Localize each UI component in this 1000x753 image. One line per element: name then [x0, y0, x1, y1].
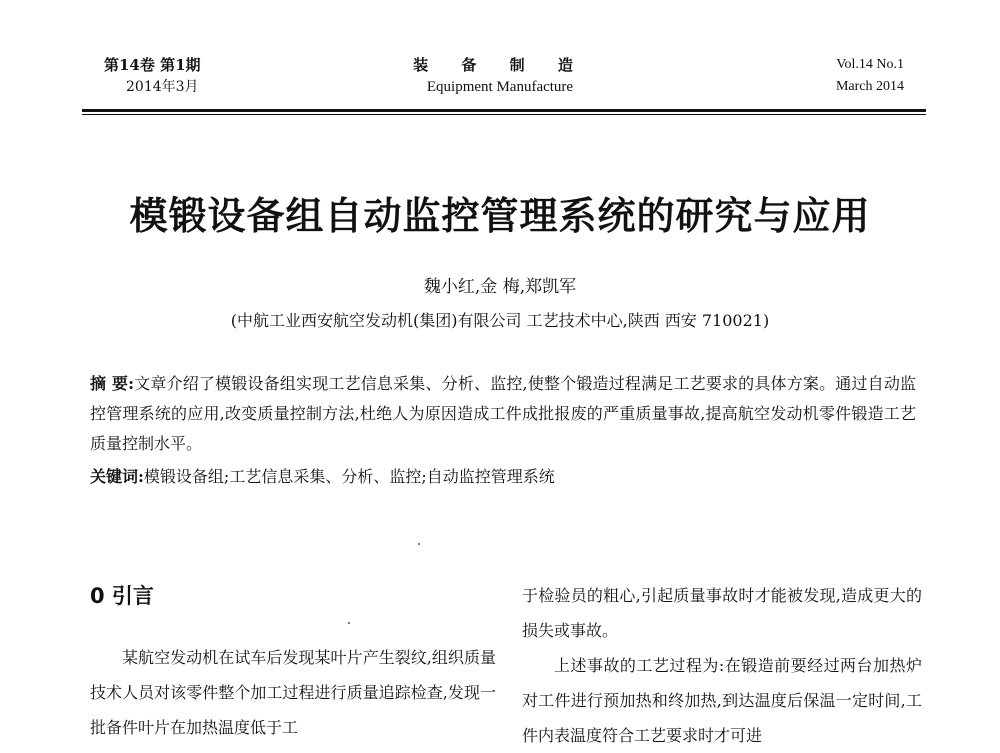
- scan-speck: [348, 622, 350, 624]
- body-paragraph: 上述事故的工艺过程为:在锻造前要经过两台加热炉对工件进行预加热和终加热,到达温度后保温一定时间,工件内表温度符合工艺要求时才可进: [522, 656, 922, 745]
- volume-block: [836, 54, 904, 98]
- abstract-text: 文章介绍了模锻设备组实现工艺信息采集、分析、监控,使整个锻造过程满足工艺要求的具体方案。通过自动监控管理系统的应用,改变质量控制方法,杜绝人为原因造成工件成批报废的严重质量事故,提高航空发动机零件锻造工艺质量控制水平。: [90, 374, 916, 453]
- volume-number: Vol.14 No.1: [836, 57, 904, 72]
- keywords-label: 关键词:: [90, 467, 144, 486]
- keywords-text: 模锻设备组;工艺信息采集、分析、监控;自动监控管理系统: [143, 467, 555, 486]
- abstract-label: 摘 要:: [90, 374, 135, 393]
- header-rule-thick: [82, 109, 926, 112]
- scan-speck: [418, 543, 420, 545]
- issue-label: 第14卷 第1期: [104, 56, 201, 74]
- article-title: 模锻设备组自动监控管理系统的研究与应用: [129, 194, 871, 238]
- abstract: [90, 369, 916, 459]
- article-affiliation: (中航工业西安航空发动机(集团)有限公司 工艺技术中心,陕西 西安 710021): [230, 311, 770, 330]
- journal-name-en: Equipment Manufacture: [426, 79, 574, 95]
- keywords: [90, 464, 916, 490]
- publication-month: March 2014: [835, 79, 904, 94]
- body-column-right: [522, 578, 922, 753]
- journal-name-cn: 装 备 制 造: [413, 56, 587, 74]
- article-authors: 魏小红,金 梅,郑凯军: [423, 277, 577, 297]
- body-paragraph: 于检验员的粗心,引起质量事故时才能被发现,造成更大的损失或事故。: [522, 586, 922, 640]
- section-heading: 0 引言: [90, 584, 154, 608]
- body-column-left: [90, 640, 496, 745]
- body-paragraph: 某航空发动机在试车后发现某叶片产生裂纹,组织质量技术人员对该零件整个加工过程进行质量追踪检查,发现一批备件叶片在加热温度低于工: [90, 648, 496, 737]
- header-rule-thin: [82, 114, 926, 115]
- issue-date: 2014年3月: [126, 79, 199, 95]
